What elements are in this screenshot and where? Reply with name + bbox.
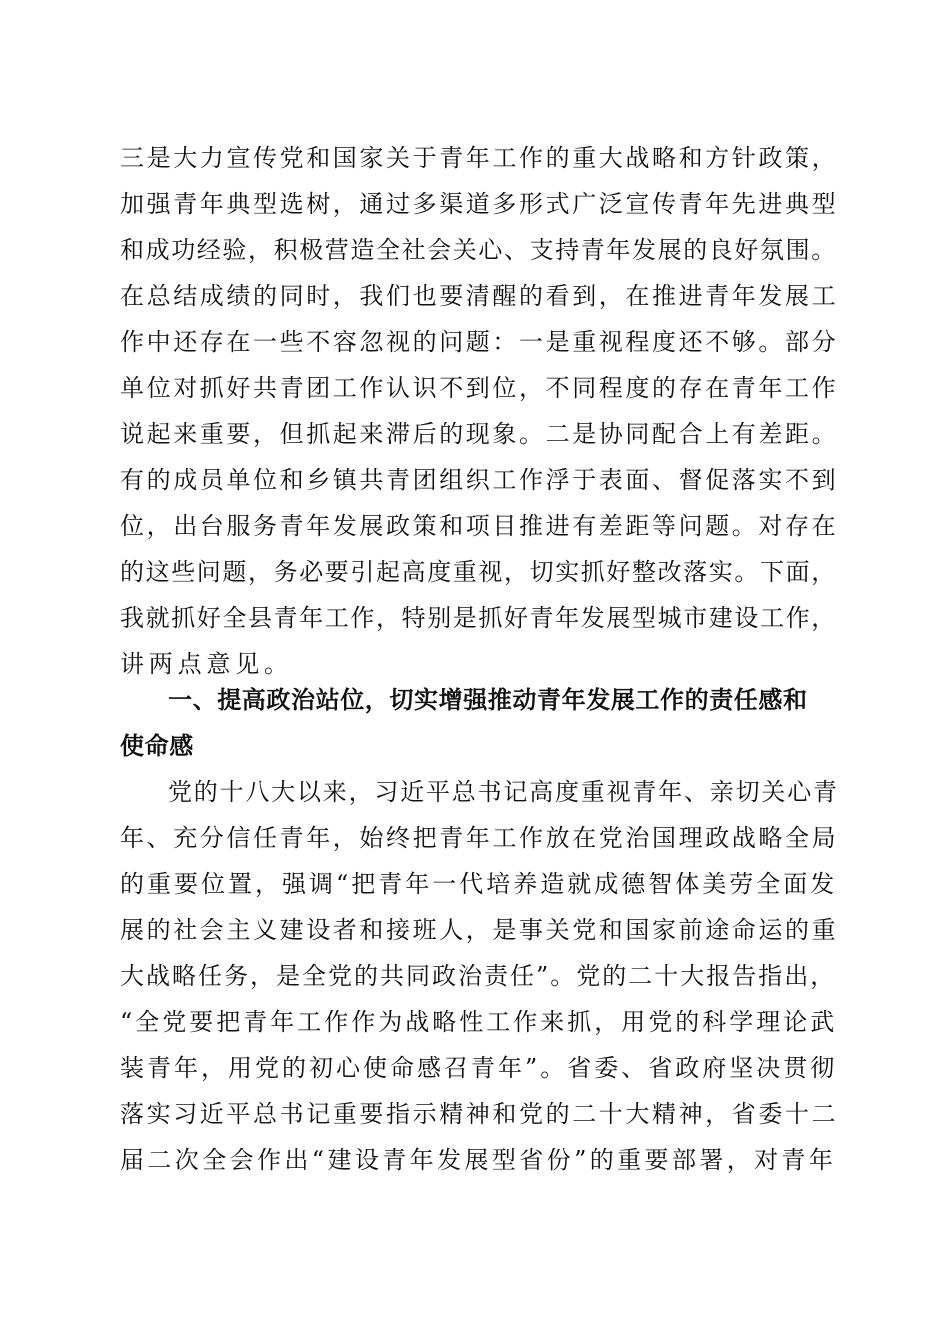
section-heading-continued: 使命感 (120, 732, 194, 760)
text-line: 位，出台服务青年发展政策和项目推进有差距等问题。对存在 (120, 512, 839, 540)
text-line: 装青年，用党的初心使命感召青年”。省委、省政府坚决贯彻 (120, 1054, 838, 1082)
text-line: 作中还存在一些不容忽视的问题：一是重视程度还不够。部分 (120, 328, 839, 356)
text-line: 单位对抓好共青团工作认识不到位，不同程度的存在青年工作 (120, 374, 839, 402)
text-line: 加强青年典型选树，通过多渠道多形式广泛宣传青年先进典型 (120, 190, 839, 218)
text-line: 有的成员单位和乡镇共青团组织工作浮于表面、督促落实不到 (120, 466, 839, 494)
text-line: 的重要位置，强调“把青年一代培养造就成德智体美劳全面发 (120, 870, 838, 898)
text-line: 大战略任务，是全党的共同政治责任”。党的二十大报告指出， (120, 962, 837, 990)
text-line: 的这些问题，务必要引起高度重视，切实抓好整改落实。下面， (120, 558, 837, 586)
text-line: “全党要把青年工作作为战略性工作来抓，用党的科学理论武 (120, 1008, 838, 1036)
text-line: 我就抓好全县青年工作，特别是抓好青年发展型城市建设工作， (120, 604, 837, 632)
text-line: 三是大力宣传党和国家关于青年工作的重大战略和方针政策， (120, 144, 839, 172)
text-line: 在总结成绩的同时，我们也要清醒的看到，在推进青年发展工 (120, 282, 839, 310)
section-heading: 一、提高政治站位，切实增强推动青年发展工作的责任感和 (168, 686, 808, 714)
text-line: 落实习近平总书记重要指示精神和党的二十大精神，省委十二 (120, 1100, 839, 1128)
paragraph-first-line: 党的十八大以来，习近平总书记高度重视青年、亲切关心青 (168, 778, 839, 806)
text-line: 讲两点意见。 (120, 650, 293, 678)
text-line: 和成功经验，积极营造全社会关心、支持青年发展的良好氛围。 (120, 236, 837, 264)
text-line: 届二次全会作出“建设青年发展型省份”的重要部署，对青年 (120, 1146, 837, 1174)
text-line: 年、充分信任青年，始终把青年工作放在党治国理政战略全局 (120, 824, 839, 852)
text-line: 展的社会主义建设者和接班人，是事关党和国家前途命运的重 (120, 916, 839, 944)
text-line: 说起来重要，但抓起来滞后的现象。二是协同配合上有差距。 (120, 420, 839, 448)
